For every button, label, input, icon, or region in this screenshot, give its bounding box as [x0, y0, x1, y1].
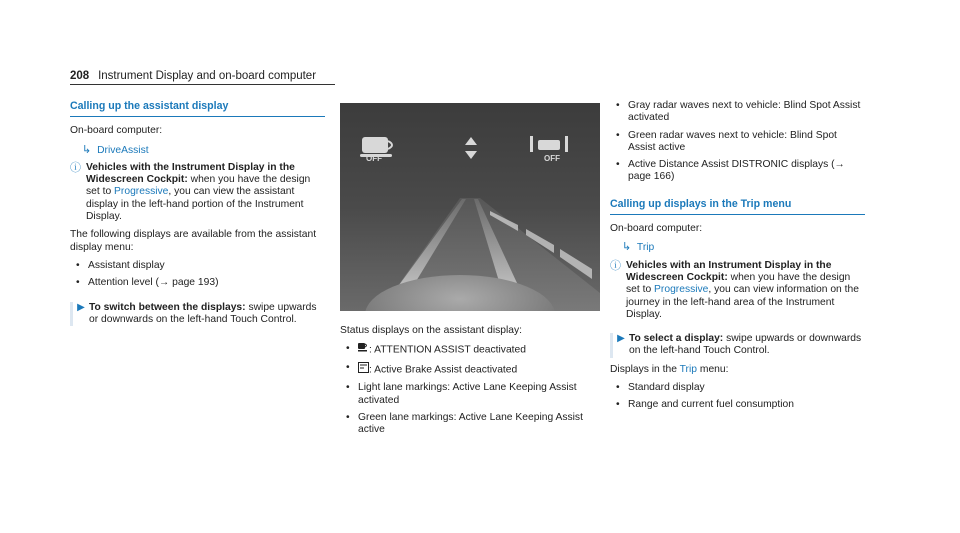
- info-note-text: [86, 162, 325, 223]
- info-note-text: [626, 260, 865, 321]
- menu-path[interactable]: [82, 144, 325, 157]
- status-intro: Status displays on the assistant display:: [340, 325, 523, 336]
- info-icon: ⓘ: [610, 259, 621, 272]
- list-item: • Range and current fuel consumption: [610, 399, 865, 411]
- path-link-driveassist[interactable]: DriveAssist: [97, 144, 149, 156]
- display-list: [70, 260, 325, 290]
- following-text: The following displays are available from the assistant display menu:: [70, 229, 317, 253]
- list-item: • Standard display: [610, 382, 865, 394]
- instruction-step: [610, 333, 865, 358]
- trip-display-list: [610, 382, 865, 412]
- brake-assist-icon: [358, 362, 369, 377]
- menu-path[interactable]: [622, 241, 865, 254]
- list-item: • Assistant display: [70, 260, 325, 272]
- note-post: , you can view information on the journey in the left-hand area of the Instrument Display.: [626, 284, 859, 320]
- info-note: [70, 162, 325, 223]
- radar-list: [610, 100, 865, 184]
- displays-pre: Displays in the: [610, 363, 680, 375]
- step-bold: To select a display:: [629, 333, 724, 345]
- step-arrow-icon: ▶: [617, 333, 625, 345]
- progressive-link[interactable]: Progressive: [114, 186, 169, 198]
- list-item: [340, 343, 600, 357]
- list-item: • Attention level (→ page 193): [70, 277, 325, 289]
- section-heading-assistant: Calling up the assistant display: [70, 100, 325, 117]
- assistant-display-graphic: [340, 103, 600, 311]
- list-item: • Gray radar waves next to vehicle: Blind Spot Assist activated: [610, 100, 865, 125]
- column-middle: [340, 325, 600, 442]
- path-link-trip[interactable]: Trip: [636, 242, 655, 254]
- attention-off-label: OFF: [366, 154, 382, 163]
- page-header: [70, 70, 316, 82]
- step-body: swipe upwards or downwards on the left-hand Touch Control.: [629, 333, 862, 357]
- step-bold: To switch between the displays:: [89, 301, 246, 313]
- trip-link[interactable]: Trip: [679, 363, 697, 375]
- column-left: [70, 100, 325, 332]
- step-text: [629, 333, 865, 358]
- status-text-brake: : Active Brake Assist deactivated: [369, 364, 518, 376]
- status-text-attention: : ATTENTION ASSIST deactivated: [369, 344, 526, 356]
- instruction-step: [70, 302, 325, 327]
- page-header-title: Instrument Display and on-board computer: [98, 70, 317, 82]
- progressive-link[interactable]: Progressive: [654, 284, 709, 296]
- section-heading-trip: Calling up displays in the Trip menu: [610, 198, 865, 215]
- path-arrow-icon: ↳: [622, 241, 632, 254]
- step-arrow-icon: ▶: [77, 301, 85, 313]
- step-body: swipe upwards or downwards on the left-hand Touch Control.: [89, 301, 317, 325]
- menu-intro: On-board computer:: [610, 223, 703, 235]
- note-bold: Vehicles with the Instrument Display in the Widescreen Cockpit:: [86, 161, 295, 186]
- note-post: , you can view the assistant display in the left-hand portion of the Instrument Display.: [86, 186, 304, 223]
- note-bold: Vehicles with an Instrument Display in the Widescreen Cockpit:: [626, 259, 832, 283]
- page-number: 208: [70, 70, 90, 82]
- status-list: [340, 343, 600, 436]
- list-item: • Active Distance Assist DISTRONIC displays (→ page 166): [610, 159, 865, 184]
- menu-intro: On-board computer:: [70, 125, 163, 137]
- displays-intro: [610, 364, 865, 376]
- path-arrow-icon: ↳: [82, 143, 92, 156]
- list-item: • Green lane markings: Active Lane Keeping Assist active: [340, 412, 600, 437]
- displays-post: menu:: [697, 363, 729, 375]
- list-item: • Green radar waves next to vehicle: Blind Spot Assist active: [610, 130, 865, 155]
- note-pre: when you have the design set to: [626, 271, 851, 296]
- assistant-display-image: [340, 103, 600, 311]
- list-item: [340, 362, 600, 377]
- list-item: • Light lane markings: Active Lane Keeping Assist activated: [340, 382, 600, 407]
- note-pre: when you have the design set to: [86, 174, 311, 198]
- step-text: [89, 302, 325, 327]
- coffee-cup-icon: [358, 343, 369, 356]
- info-icon: ⓘ: [70, 161, 81, 174]
- column-right: [610, 100, 865, 418]
- blind-spot-off-label: OFF: [544, 154, 560, 163]
- header-rule: [70, 84, 335, 85]
- info-note: [610, 260, 865, 321]
